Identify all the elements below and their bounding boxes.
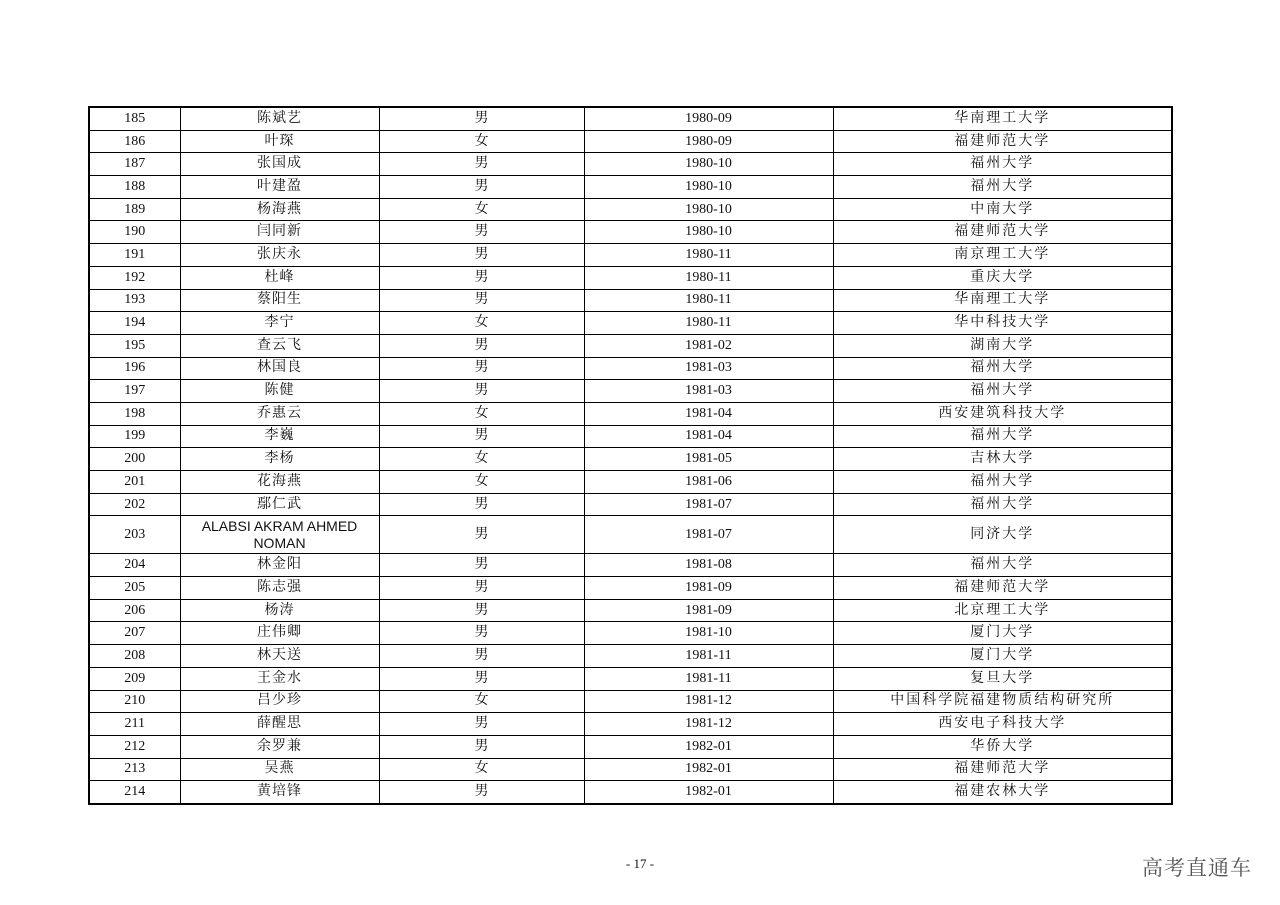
- cell-name: 李杨: [180, 448, 379, 471]
- cell-birth-date: 1981-04: [584, 425, 833, 448]
- cell-sex: 男: [379, 380, 584, 403]
- table-row: [89, 493, 1172, 516]
- cell-university: 福州大学: [833, 471, 1172, 494]
- table-row: [89, 425, 1172, 448]
- table-row: [89, 516, 1172, 554]
- table-row: [89, 130, 1172, 153]
- cell-number: 207: [89, 622, 180, 645]
- cell-number: 195: [89, 334, 180, 357]
- cell-sex: 男: [379, 289, 584, 312]
- cell-university: 福州大学: [833, 153, 1172, 176]
- table-row: [89, 380, 1172, 403]
- cell-birth-date: 1980-10: [584, 198, 833, 221]
- cell-birth-date: 1980-09: [584, 107, 833, 130]
- cell-birth-date: 1982-01: [584, 735, 833, 758]
- cell-number: 205: [89, 577, 180, 600]
- cell-name: 蔡阳生: [180, 289, 379, 312]
- cell-name: 闫同新: [180, 221, 379, 244]
- table-row: [89, 599, 1172, 622]
- cell-name: 陈志强: [180, 577, 379, 600]
- cell-university: 重庆大学: [833, 266, 1172, 289]
- cell-sex: 男: [379, 577, 584, 600]
- cell-number: 196: [89, 357, 180, 380]
- table-row: [89, 577, 1172, 600]
- cell-university: 福州大学: [833, 176, 1172, 199]
- cell-university: 福建师范大学: [833, 221, 1172, 244]
- cell-birth-date: 1980-11: [584, 312, 833, 335]
- cell-number: 208: [89, 645, 180, 668]
- cell-sex: 女: [379, 690, 584, 713]
- cell-sex: 女: [379, 758, 584, 781]
- cell-number: 200: [89, 448, 180, 471]
- table-row: [89, 735, 1172, 758]
- cell-university: 西安建筑科技大学: [833, 402, 1172, 425]
- cell-sex: 男: [379, 667, 584, 690]
- cell-birth-date: 1981-06: [584, 471, 833, 494]
- table-row: [89, 758, 1172, 781]
- table-row: [89, 312, 1172, 335]
- table-row: [89, 357, 1172, 380]
- cell-birth-date: 1981-03: [584, 357, 833, 380]
- cell-number: 199: [89, 425, 180, 448]
- cell-sex: 女: [379, 312, 584, 335]
- cell-sex: 男: [379, 266, 584, 289]
- cell-university: 厦门大学: [833, 622, 1172, 645]
- cell-name: 杨涛: [180, 599, 379, 622]
- page-number: - 17 -: [625, 856, 655, 871]
- cell-university: 华南理工大学: [833, 107, 1172, 130]
- cell-name: 杨海燕: [180, 198, 379, 221]
- cell-birth-date: 1980-10: [584, 153, 833, 176]
- cell-university: 厦门大学: [833, 645, 1172, 668]
- table-row: [89, 176, 1172, 199]
- cell-birth-date: 1981-09: [584, 577, 833, 600]
- cell-sex: 男: [379, 425, 584, 448]
- cell-birth-date: 1981-07: [584, 516, 833, 554]
- cell-university: 福州大学: [833, 425, 1172, 448]
- cell-number: 197: [89, 380, 180, 403]
- cell-birth-date: 1981-09: [584, 599, 833, 622]
- cell-number: 191: [89, 244, 180, 267]
- cell-name: 叶琛: [180, 130, 379, 153]
- table-row: [89, 690, 1172, 713]
- cell-birth-date: 1981-10: [584, 622, 833, 645]
- table-row: [89, 334, 1172, 357]
- table-row: [89, 667, 1172, 690]
- roster-table-body: [89, 107, 1172, 804]
- cell-university: 复旦大学: [833, 667, 1172, 690]
- cell-sex: 女: [379, 448, 584, 471]
- table-row: [89, 402, 1172, 425]
- cell-university: 福建师范大学: [833, 577, 1172, 600]
- cell-sex: 女: [379, 402, 584, 425]
- cell-university: 福建农林大学: [833, 781, 1172, 804]
- cell-name: 杜峰: [180, 266, 379, 289]
- cell-university: 福州大学: [833, 357, 1172, 380]
- table-row: [89, 266, 1172, 289]
- cell-university: 福建师范大学: [833, 758, 1172, 781]
- cell-sex: 男: [379, 244, 584, 267]
- table-row: [89, 471, 1172, 494]
- cell-name: 乔惠云: [180, 402, 379, 425]
- cell-name: 吴燕: [180, 758, 379, 781]
- cell-birth-date: 1981-04: [584, 402, 833, 425]
- cell-sex: 男: [379, 153, 584, 176]
- cell-number: 209: [89, 667, 180, 690]
- cell-birth-date: 1981-12: [584, 713, 833, 736]
- cell-name: 李宁: [180, 312, 379, 335]
- cell-name: 陈斌艺: [180, 107, 379, 130]
- cell-number: 202: [89, 493, 180, 516]
- cell-number: 189: [89, 198, 180, 221]
- cell-name: ALABSI AKRAM AHMED NOMAN: [180, 516, 379, 554]
- table-row: [89, 622, 1172, 645]
- cell-name: 吕少珍: [180, 690, 379, 713]
- cell-university: 北京理工大学: [833, 599, 1172, 622]
- cell-name: 陈健: [180, 380, 379, 403]
- cell-sex: 男: [379, 554, 584, 577]
- cell-sex: 男: [379, 713, 584, 736]
- cell-sex: 男: [379, 334, 584, 357]
- cell-birth-date: 1981-05: [584, 448, 833, 471]
- cell-sex: 男: [379, 357, 584, 380]
- cell-number: 214: [89, 781, 180, 804]
- cell-birth-date: 1981-07: [584, 493, 833, 516]
- cell-birth-date: 1982-01: [584, 781, 833, 804]
- cell-number: 201: [89, 471, 180, 494]
- cell-name: 花海燕: [180, 471, 379, 494]
- cell-number: 198: [89, 402, 180, 425]
- cell-name: 余罗兼: [180, 735, 379, 758]
- cell-sex: 男: [379, 735, 584, 758]
- cell-sex: 男: [379, 599, 584, 622]
- cell-university: 吉林大学: [833, 448, 1172, 471]
- cell-birth-date: 1981-02: [584, 334, 833, 357]
- cell-number: 188: [89, 176, 180, 199]
- cell-birth-date: 1980-11: [584, 266, 833, 289]
- table-row: [89, 645, 1172, 668]
- cell-university: 华南理工大学: [833, 289, 1172, 312]
- cell-birth-date: 1980-11: [584, 289, 833, 312]
- cell-name: 黄培锋: [180, 781, 379, 804]
- cell-birth-date: 1980-10: [584, 221, 833, 244]
- table-row: [89, 713, 1172, 736]
- cell-number: 210: [89, 690, 180, 713]
- table-row: [89, 448, 1172, 471]
- cell-sex: 男: [379, 176, 584, 199]
- cell-birth-date: 1980-09: [584, 130, 833, 153]
- table-row: [89, 153, 1172, 176]
- cell-birth-date: 1982-01: [584, 758, 833, 781]
- cell-name: 叶建盈: [180, 176, 379, 199]
- cell-number: 212: [89, 735, 180, 758]
- table-row: [89, 198, 1172, 221]
- cell-sex: 男: [379, 107, 584, 130]
- cell-birth-date: 1981-08: [584, 554, 833, 577]
- cell-sex: 男: [379, 781, 584, 804]
- cell-number: 194: [89, 312, 180, 335]
- cell-name: 林天送: [180, 645, 379, 668]
- cell-birth-date: 1980-11: [584, 244, 833, 267]
- cell-number: 206: [89, 599, 180, 622]
- table-row: [89, 781, 1172, 804]
- cell-university: 中国科学院福建物质结构研究所: [833, 690, 1172, 713]
- cell-university: 福建师范大学: [833, 130, 1172, 153]
- cell-name: 庄伟卿: [180, 622, 379, 645]
- cell-university: 华侨大学: [833, 735, 1172, 758]
- cell-number: 190: [89, 221, 180, 244]
- cell-name: 张国成: [180, 153, 379, 176]
- cell-sex: 男: [379, 221, 584, 244]
- cell-university: 湖南大学: [833, 334, 1172, 357]
- cell-number: 192: [89, 266, 180, 289]
- cell-sex: 男: [379, 493, 584, 516]
- cell-birth-date: 1981-11: [584, 645, 833, 668]
- cell-name: 鄢仁武: [180, 493, 379, 516]
- cell-sex: 男: [379, 516, 584, 554]
- cell-number: 187: [89, 153, 180, 176]
- table-row: [89, 221, 1172, 244]
- cell-name: 薛醒思: [180, 713, 379, 736]
- cell-sex: 男: [379, 645, 584, 668]
- cell-sex: 男: [379, 622, 584, 645]
- cell-name: 林金阳: [180, 554, 379, 577]
- cell-sex: 女: [379, 471, 584, 494]
- cell-number: 213: [89, 758, 180, 781]
- cell-university: 南京理工大学: [833, 244, 1172, 267]
- cell-sex: 女: [379, 130, 584, 153]
- cell-university: 福州大学: [833, 380, 1172, 403]
- cell-name: 李巍: [180, 425, 379, 448]
- cell-number: 186: [89, 130, 180, 153]
- cell-university: 西安电子科技大学: [833, 713, 1172, 736]
- cell-number: 185: [89, 107, 180, 130]
- cell-name: 张庆永: [180, 244, 379, 267]
- cell-name: 林国良: [180, 357, 379, 380]
- cell-number: 204: [89, 554, 180, 577]
- table-row: [89, 244, 1172, 267]
- watermark-logo-text: 高考直通车: [1142, 856, 1252, 880]
- table-row: [89, 289, 1172, 312]
- cell-birth-date: 1981-11: [584, 667, 833, 690]
- cell-birth-date: 1980-10: [584, 176, 833, 199]
- cell-number: 193: [89, 289, 180, 312]
- table-row: [89, 107, 1172, 130]
- cell-birth-date: 1981-12: [584, 690, 833, 713]
- cell-number: 203: [89, 516, 180, 554]
- table-row: [89, 554, 1172, 577]
- cell-university: 福州大学: [833, 554, 1172, 577]
- cell-name: 王金水: [180, 667, 379, 690]
- cell-university: 同济大学: [833, 516, 1172, 554]
- cell-number: 211: [89, 713, 180, 736]
- cell-university: 中南大学: [833, 198, 1172, 221]
- cell-name: 查云飞: [180, 334, 379, 357]
- cell-university: 华中科技大学: [833, 312, 1172, 335]
- cell-sex: 女: [379, 198, 584, 221]
- cell-birth-date: 1981-03: [584, 380, 833, 403]
- roster-table: [88, 106, 1173, 805]
- cell-university: 福州大学: [833, 493, 1172, 516]
